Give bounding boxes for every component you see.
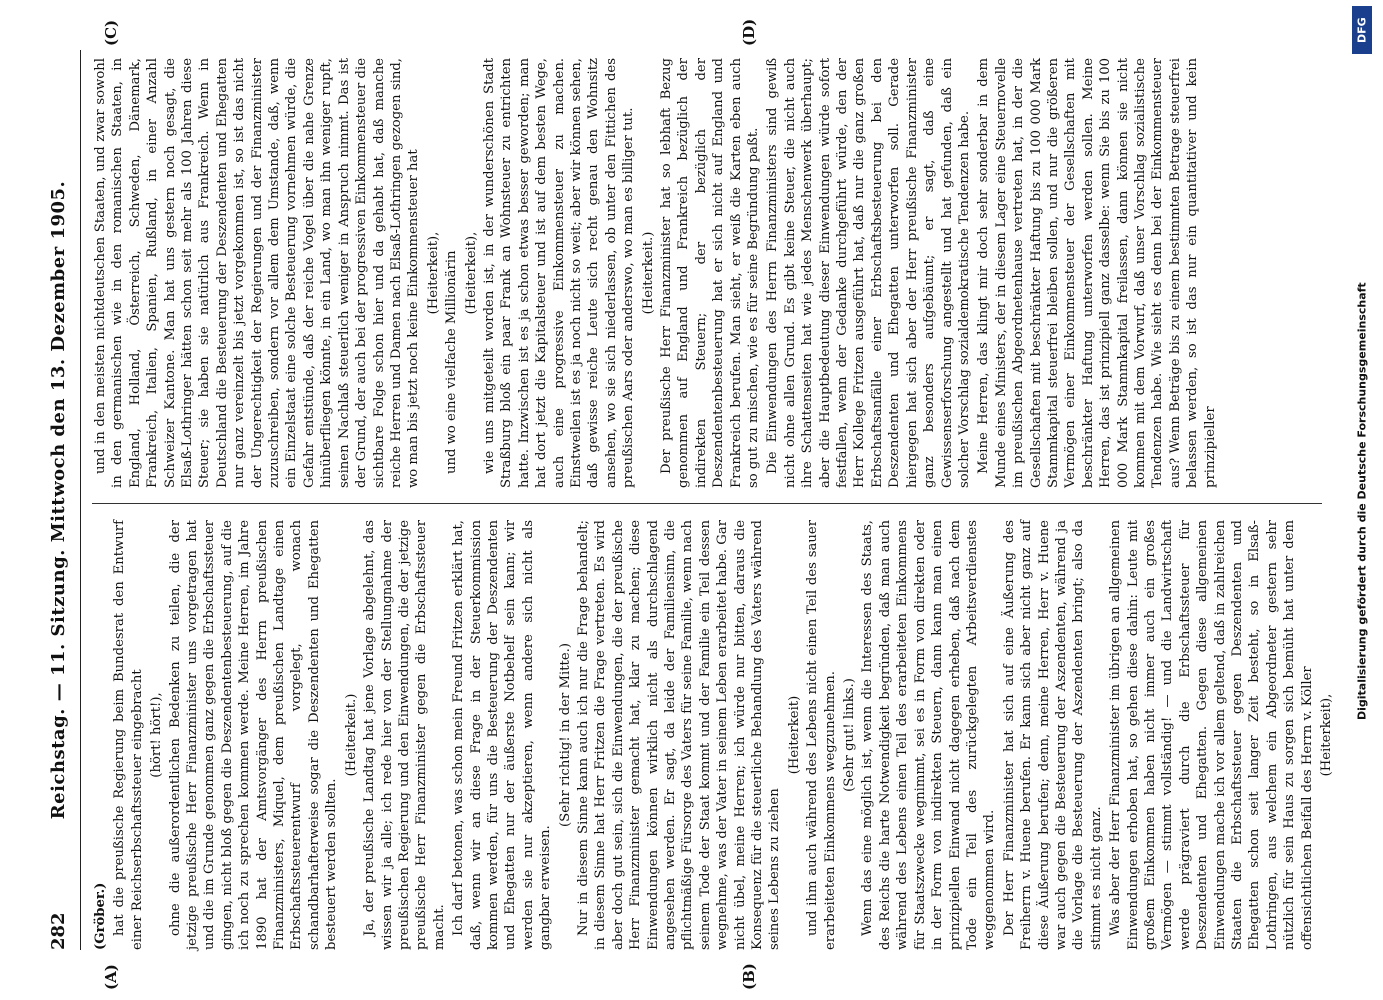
paragraph: Die Einwendungen des Herrn Finanzministers sind gewiß nicht ohne allen Grund. Es gibt keine Steuer, die nicht auch ihre Schattenseiten hat wie jedes Menschenwerk überhaupt; aber die Hauptbedeutung dieser Einwendungen würde sofort festfallen, wenn der Gedanke durchgeführt würde, den der Herr Kollege Fritzen ausgeführt hat, daß nur die ganz großen Erbschaftsanfälle einer Erbschaftsbesteuerung bei den Deszendenten und Ehegatten unterworfen soll. Gerade hiergegen hat sich aber der Herr preußische Finanzminister ganz besonders aufgebäumt; er sagt, daß eine Gewissenserforschung angestellt und hat gefunden, daß ein solcher Vorschlag sozialdemokratische Tendenzen habe. [765, 58, 972, 488]
page-header [40, 50, 81, 950]
interjection: (Sehr richtig! in der Mitte.) [557, 643, 573, 827]
paragraph: Der preußische Herr Finanzminister hat so lebhaft Bezug genommen auf England und Frankreich bezüglich der indirekten Steuern; der bezüglich der Deszendentenbesteuerung hat er sich nicht auf England und Frankreich berufen. Man sieht, er weiß die Karten eben auch so gut zu mischen, wie es für seine Begründung paßt. [659, 58, 762, 488]
paragraph: und wo eine vielfache Millionärin [444, 250, 460, 474]
left-text-column [92, 520, 1335, 950]
paragraph: und in den meisten nichtdeutschen Staaten, und zwar sowohl in den germanischen wie in den romanischen Staaten, in England, Holland, Österreich, Schweden, Dänemark, Frankreich, Italien, Spanien, Rußland, in einer Anzahl Schweizer Kantone. Man hat uns gestern noch gesagt, die Elsaß-Lothringer hätten schon seit mehr als 100 Jahren diese Steuer; sie haben sie natürlich aus Frankreich. Wenn in Deutschland die Besteuerung der Deszendenten und Ehegatten nur ganz vereinzelt bis jetzt vorgekommen ist, so ist das nicht der Ungerechtigkeit der Regierungen und der Finanzminister zuzuschreiben, sondern vor allem dem Umstande, daß, wenn ein Einzelstaat eine solche Besteuerung vornehmen würde, die Gefahr entstünde, daß der reiche Vogel über die nahe Grenze hinüberfliegen könnte, in ein Land, wo man ihn weniger rupft, seinen Nachlaß steuerlich weniger in Anspruch nimmt. Das ist der Grund, der auch bei der progressiven Einkommensteuer die sichtbare Folge schon hier und da gehabt hat, daß manche reiche Herren und Damen nach Elsaß-Lothringen gezogen sind, wo man bis jetzt noch keine Einkommensteuer hat [93, 58, 422, 488]
interjection: (hört! hört!), [149, 692, 165, 778]
interjection: (Heiterkeit.) [343, 693, 359, 777]
interjection: (Heiterkeit), [463, 231, 479, 315]
interjection: (Heiterkeit), [425, 231, 441, 315]
speaker-name: (Gröber.) [93, 882, 108, 950]
margin-mark-b: (B) [740, 963, 758, 990]
interjection: (Heiterkeit) [786, 695, 802, 775]
page-number: 282 [48, 912, 69, 950]
interjection: (Heiterkeit), [1319, 693, 1335, 777]
interjection: (Heiterkeit.) [640, 231, 656, 315]
paragraph: wie uns mitgeteilt worden ist, in der wunderschönen Stadt Straßburg bloß ein paar Frank an Wohnsteuer zu entrichten hatte. Inzwischen ist es ja schon etwas besser geworden; man hat dort jetzt die Kapitalsteuer und ist auf dem besten Wege, auch eine progressive Einkommensteuer zu machen. Einstweilen ist es ja noch nicht so weit; aber wir können sehen, daß gewisse reiche Leute sich recht genau den Wohnsitz ansehen, wo sie sich niederlassen, ob unter den Fittichen des preußischen Aars oder anderswo, wo man es billiger tut. [481, 58, 637, 488]
paragraph: Der Herr Finanzminister hat sich auf eine Äußerung des Freiherrn v. Huene berufen. Er kann sich aber nicht ganz auf diese Äußerung berufen; denn, meine Herren, Herr v. Huene war auch gegen die Besteuerung der Aszendenten, während ja die Vorlage die Besteuerung der Aszendenten bringt; also da stimmt es nicht ganz. [1001, 520, 1104, 950]
paragraph: Nur in diesem Sinne kann auch ich nur die Frage behandelt; in diesem Sinne hat Herr Fritzen die Frage vertreten. Es wird aber doch gut sein, sich die Einwendungen, die der preußische Herr Finanzminister gemacht hat, klar zu machen; diese Einwendungen können wirklich nicht als durchschlagend angesehen werden. Er sagt, da leide der Familiensinn, die pflichtmäßige Fürsorge des Vaters für seine Familie, wenn nach seinem Tode der Staat kommt und der Familie ein Teil dessen wegnehme, was der Vater in seinem Leben erarbeitet habe. Gar nicht übel, meine Herren; ich würde nur bitten, daraus die Konsequenz für die steuerliche Behandlung des Vaters während seines Lebens zu ziehen [575, 520, 783, 950]
column-divider [92, 503, 1322, 504]
paragraph: Was aber der Herr Finanzminister im übrigen an allgemeinen Einwendungen erhoben hat, so gehen diese dahin: Leute mit großem Einkommen haben nicht immer auch ein großes Vermögen — stimmt vollständig! — und die Landwirtschaft werde prägraviert durch die Erbschaftssteuer für Deszendenten und Ehegatten. Gegen diese allgemeinen Einwendungen mache ich vor allem geltend, daß in zahlreichen Staaten die Erbschaftssteuer gegen Deszendenten und Ehegatten schon seit langer Zeit besteht, so in Elsaß-Lothringen, aus welchem ein Abgeordneter gestern sehr nützlich für sein Haus zu sorgen sich bemüht hat unter dem offensichtlichen Beifall des Herrn v. Köller [1108, 520, 1315, 950]
paragraph: Ja, der preußische Landtag hat jene Vorlage abgelehnt, das wissen wir ja alle; ich rede hier von der Stellungnahme der preußischen Regierung und den Einwendungen, die der jetzige preußische Herr Finanzminister gegen die Erbschaftssteuer macht. [362, 520, 447, 950]
page-title: Reichstag. — 11. Sitzung. Mittwoch den 13. Dezember 1905. [48, 180, 69, 820]
paragraph: Wenn das eine möglich ist, wenn die Interessen des Staats, des Reichs die harte Notwendigkeit begründen, daß man auch während des Lebens einen Teil des erarbeiteten Einkommens für Staatszwecke wegnimmt, sei es in Form von direkten oder in der Form von indirekten Steuern, dann kann man einen prinzipiellen Einwand nicht dagegen erheben, daß nach dem Tode ein Teil des zurückgelegten Arbeitsverdienstes weggenommen wird. [860, 520, 998, 950]
paragraph: hat die preußische Regierung beim Bundesrat den Entwurf einer Reichserbschaftssteuer eingebracht [112, 520, 145, 950]
margin-mark-d: (D) [740, 18, 758, 46]
dfg-logo: DFG [1352, 6, 1372, 54]
page-content [40, 18, 1340, 990]
paragraph: und ihm auch während des Lebens nicht einen Teil des sauer erarbeiteten Einkommens wegzunehmen. [805, 520, 838, 950]
paragraph: ohne die außerordentlichen Bedenken zu teilen, die der jetzige preußische Herr Finanzminister uns vorgetragen hat und die im Grunde genommen ganz gegen die Erbschaftssteuer gingen, nicht bloß gegen die Deszendentenbesteuerung, auf die ich noch zu sprechen kommen werde. Meine Herren, im Jahre 1890 hat der Amtsvorgänger des Herrn preußischen Finanzministers, Miquel, dem preußischen Landtage einen Erbschaftssteuerentwurf vorgelegt, wonach schandbarhafterweise sogar die Deszendenten und Ehegatten besteuert werden sollten. [167, 520, 340, 950]
paragraph: Ich darf betonen, was schon mein Freund Fritzen erklärt hat, daß, wenn wir an diese Frage in der Steuerkommission kommen werden, für uns die Besteuerung der Deszendenten und Ehegatten nur der äußerste Notbehelf sein kann; wir werden sie nur akzeptieren, wenn andere sich nicht als gangbar erweisen. [451, 520, 554, 950]
digitization-note: Digitalisierung gefördert durch die Deutsche Forschungsgemeinschaft [1355, 282, 1369, 720]
margin-mark-c: (C) [102, 19, 120, 46]
margin-mark-a: (A) [102, 964, 120, 990]
interjection: (Sehr gut! links.) [842, 678, 858, 792]
paragraph: Meine Herren, das klingt mir doch sehr sonderbar in dem Munde eines Ministers, der in diesem Lager eine Steuernovelle im preußischen Abgeordnetenhause vertreten hat, in der die Gesellschaften mit beschränkter Haftung bis zu 100 000 Mark Stammkapital steuerfrei bleiben sollen, und nur die größeren Vermögen einer Einkommensteuer der Gesellschaften mit beschränkter Haftung unterworfen werden sollen. Meine Herren, das ist prinzipiell ganz dasselbe: wenn Sie bis zu 100 000 Mark Stammkapital freilassen, dann können sie nicht kommen mit dem Vorwurf, daß unser Vorschlag sozialistische Tendenzen habe. Wie sieht es denn bei der Einkommensteuer aus? Wenn Beträge bis zu einem bestimmten Betrage steuerfrei belassen werden, so ist das nur ein quantitativer und kein prinzipieller [976, 58, 1218, 488]
right-text-column [92, 58, 1332, 488]
